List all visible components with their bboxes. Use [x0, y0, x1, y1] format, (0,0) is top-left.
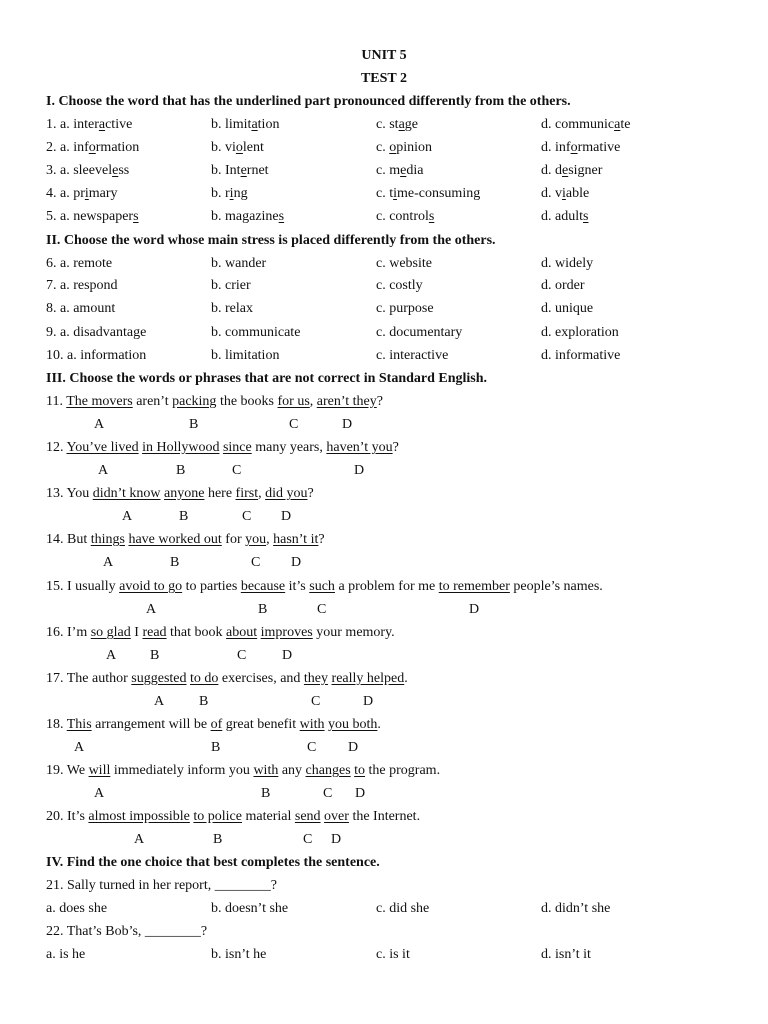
option-text: 3. a. sleevel [46, 163, 113, 178]
option-c [376, 208, 434, 225]
underlined-part: to [354, 763, 366, 778]
sentence-14 [46, 531, 325, 548]
option-a: 7. a. respond [46, 278, 118, 293]
sentence-text: 19. We [46, 763, 89, 778]
sentence-19 [46, 762, 440, 779]
underlined-sound: a [98, 117, 106, 132]
option-b: b. limitation [211, 348, 280, 363]
underlined-part: will [88, 763, 111, 778]
sentence-11 [46, 393, 383, 410]
answer-letter-d: D [282, 648, 293, 663]
underlined-part: to remember [438, 579, 510, 594]
underlined-sound: s [583, 209, 589, 224]
underlined-sound: i [393, 186, 397, 201]
underlined-sound: a [251, 117, 258, 132]
option-d [541, 185, 589, 202]
option-a: a. is he [46, 947, 86, 962]
sentence-text: 13. You [46, 486, 93, 501]
underlined-part: such [309, 579, 335, 594]
option-text: rmative [577, 140, 621, 155]
option-text: signer [568, 163, 603, 178]
option-b: b. isn’t he [211, 947, 267, 962]
underlined-part: you [245, 532, 267, 547]
underlined-sound: i [229, 186, 234, 201]
underlined-sound: o [389, 140, 397, 155]
option-text: ss [118, 163, 130, 178]
underlined-part: with [253, 763, 279, 778]
option-text: ge [404, 117, 418, 132]
sentence-text: 11. [46, 394, 67, 409]
underlined-part: because [240, 579, 286, 594]
option-c: c. is it [376, 947, 410, 962]
option-text: d. adult [541, 209, 583, 224]
answer-letter-d: D [348, 740, 359, 755]
underlined-sound: s [278, 209, 285, 224]
answer-letter-a: A [98, 463, 109, 478]
option-c: c. purpose [376, 301, 434, 316]
answer-letter-b: B [199, 694, 209, 709]
sentence-text: immediately inform you [110, 763, 254, 778]
option-text: rnet [246, 163, 269, 178]
answer-letter-b: B [211, 740, 221, 755]
option-c [376, 139, 432, 156]
answer-letter-c: C [289, 417, 299, 432]
option-text: c. [376, 140, 390, 155]
option-text: ng [233, 186, 248, 201]
underlined-part: avoid to go [119, 579, 183, 594]
answer-letter-d: D [291, 555, 302, 570]
option-d: d. unique [541, 301, 594, 316]
option-d: d. informative [541, 348, 621, 363]
underlined-part: changes [305, 763, 351, 778]
sentence-text: aren’t [132, 394, 173, 409]
option-b: b. wander [211, 256, 267, 271]
option-text: rmation [95, 140, 140, 155]
answer-letter-c: C [303, 832, 313, 847]
option-text: tion [257, 117, 280, 132]
underlined-sound: o [235, 140, 243, 155]
option-text: c. st [376, 117, 399, 132]
sentence-13 [46, 485, 314, 502]
sentence-text: material [242, 809, 295, 824]
sentence-text: it’s [285, 579, 310, 594]
answer-letter-c: C [307, 740, 317, 755]
unit-title: UNIT 5 [361, 48, 407, 63]
underlined-part: anyone [164, 486, 205, 501]
option-text: b. magazine [211, 209, 279, 224]
option-d: d. order [541, 278, 585, 293]
answer-letter-b: B [258, 602, 268, 617]
answer-letter-c: C [232, 463, 242, 478]
underlined-part: for us [277, 394, 310, 409]
option-text: lent [242, 140, 264, 155]
underlined-part: packing [172, 394, 217, 409]
answer-letter-a: A [74, 740, 85, 755]
sentence-text: your memory. [312, 625, 395, 640]
underlined-part: aren’t they [316, 394, 377, 409]
sentence-text: 17. The author [46, 671, 132, 686]
sentence-text: I [130, 625, 143, 640]
underlined-part: This [66, 717, 92, 732]
underlined-part: hasn’t it [273, 532, 319, 547]
question-22: 22. That’s Bob’s, ________? [46, 924, 208, 939]
underlined-part: about [226, 625, 258, 640]
underlined-part: of [210, 717, 223, 732]
underlined-part: things [90, 532, 125, 547]
answer-letter-c: C [251, 555, 261, 570]
option-b: b. crier [211, 278, 251, 293]
section-1-heading: I. Choose the word that has the underlined part pronounced differently from the others. [46, 94, 571, 109]
answer-letter-c: C [317, 602, 327, 617]
sentence-15 [46, 578, 603, 595]
underlined-part: really helped [331, 671, 405, 686]
option-c [376, 185, 480, 202]
sentence-text: . [377, 717, 381, 732]
option-a [46, 185, 118, 202]
option-c [376, 116, 418, 133]
option-a [46, 139, 139, 156]
option-b [211, 139, 264, 156]
sentence-17 [46, 670, 408, 687]
option-b: b. doesn’t she [211, 901, 289, 916]
option-text: d. v [541, 186, 562, 201]
answer-letter-d: D [355, 786, 366, 801]
sentence-text: 15. I usually [46, 579, 120, 594]
option-a [46, 116, 132, 133]
sentence-text: exercises, and [218, 671, 304, 686]
option-text: b. limit [211, 117, 252, 132]
option-c: c. costly [376, 278, 423, 293]
option-d [541, 139, 620, 156]
sentence-text: 18. [46, 717, 67, 732]
underlined-part: didn’t know [92, 486, 161, 501]
answer-letter-a: A [122, 509, 133, 524]
underlined-part: in Hollywood [142, 440, 220, 455]
underlined-part: first [235, 486, 259, 501]
option-b: b. communicate [211, 325, 301, 340]
option-text: 1. a. inter [46, 117, 99, 132]
option-text: te [620, 117, 631, 132]
sentence-text: arrangement will be [91, 717, 211, 732]
underlined-sound: i [562, 186, 566, 201]
option-text: able [565, 186, 590, 201]
answer-letter-a: A [106, 648, 117, 663]
answer-letter-a: A [94, 786, 105, 801]
sentence-text: the program. [365, 763, 441, 778]
sentence-text: 16. I’m [46, 625, 91, 640]
underlined-part: with [299, 717, 325, 732]
underlined-sound: o [570, 140, 578, 155]
answer-letter-a: A [103, 555, 114, 570]
sentence-20 [46, 808, 420, 825]
option-b [211, 116, 279, 133]
sentence-18 [46, 716, 381, 733]
option-c: c. interactive [376, 348, 449, 363]
sentence-text: , [309, 394, 317, 409]
underlined-part: did you [265, 486, 308, 501]
sentence-text: for [221, 532, 246, 547]
option-d [541, 162, 602, 179]
section-3-heading: III. Choose the words or phrases that are not correct in Standard English. [46, 371, 488, 386]
underlined-part: to police [193, 809, 242, 824]
answer-letter-d: D [469, 602, 480, 617]
underlined-part: over [324, 809, 349, 824]
answer-letter-c: C [311, 694, 321, 709]
option-b [211, 185, 248, 202]
option-b: b. relax [211, 301, 253, 316]
underlined-part: send [294, 809, 321, 824]
option-text: d. communic [541, 117, 615, 132]
sentence-text: people’s names. [509, 579, 603, 594]
underlined-part: have worked out [128, 532, 222, 547]
sentence-text: , [266, 532, 274, 547]
option-a [46, 208, 139, 225]
option-a: 9. a. disadvantage [46, 325, 147, 340]
underlined-part: You’ve lived [66, 440, 139, 455]
answer-letter-d: D [363, 694, 374, 709]
answer-letter-b: B [150, 648, 160, 663]
sentence-text: . [404, 671, 408, 686]
sentence-text: a problem for me [334, 579, 439, 594]
option-c: c. documentary [376, 325, 463, 340]
option-text: c. m [376, 163, 401, 178]
option-d: d. widely [541, 256, 594, 271]
sentence-text: the Internet. [348, 809, 421, 824]
underlined-sound: s [428, 209, 435, 224]
question-21: 21. Sally turned in her report, ________? [46, 878, 277, 893]
answer-letter-b: B [176, 463, 186, 478]
sentence-text: ? [318, 532, 325, 547]
sentence-text: here [204, 486, 236, 501]
underlined-sound: e [112, 163, 119, 178]
sentence-16 [46, 624, 395, 641]
underlined-part: to do [190, 671, 219, 686]
option-text: d. inf [541, 140, 571, 155]
underlined-sound: a [398, 117, 405, 132]
option-b [211, 208, 284, 225]
answer-letter-d: D [342, 417, 353, 432]
sentence-text: , [258, 486, 266, 501]
option-text: 2. a. inf [46, 140, 89, 155]
underlined-part: you both [328, 717, 378, 732]
underlined-sound: s [133, 209, 139, 224]
underlined-part: almost impossible [88, 809, 190, 824]
underlined-sound: e [400, 163, 407, 178]
option-text: ctive [105, 117, 133, 132]
sentence-text: to parties [182, 579, 241, 594]
answer-letter-a: A [146, 602, 157, 617]
sentence-text: many years, [251, 440, 327, 455]
answer-letter-a: A [94, 417, 105, 432]
option-d [541, 208, 588, 225]
option-b [211, 162, 269, 179]
option-a [46, 162, 129, 179]
option-a: 6. a. remote [46, 256, 113, 271]
option-text: c. t [376, 186, 394, 201]
underlined-part: haven’t you [326, 440, 393, 455]
option-text: b. vi [211, 140, 236, 155]
underlined-part: read [142, 625, 167, 640]
answer-letter-c: C [323, 786, 333, 801]
option-text: d. d [541, 163, 562, 178]
option-d: d. didn’t she [541, 901, 611, 916]
option-d: d. exploration [541, 325, 619, 340]
underlined-sound: o [88, 140, 96, 155]
sentence-text: ? [376, 394, 383, 409]
sentence-text: that book [166, 625, 227, 640]
answer-letter-a: A [134, 832, 145, 847]
underlined-part: they [303, 671, 329, 686]
option-text: c. control [376, 209, 429, 224]
section-2-heading: II. Choose the word whose main stress is placed differently from the others. [46, 233, 496, 248]
test-title: TEST 2 [360, 71, 408, 86]
option-text: dia [406, 163, 424, 178]
answer-letter-d: D [354, 463, 365, 478]
underlined-part: improves [260, 625, 313, 640]
answer-letter-b: B [213, 832, 223, 847]
answer-letter-d: D [281, 509, 292, 524]
option-text: b. r [211, 186, 230, 201]
underlined-part: The movers [66, 394, 133, 409]
sentence-text: the books [216, 394, 278, 409]
underlined-part: since [222, 440, 252, 455]
sentence-text: 12. [46, 440, 67, 455]
option-text: 5. a. newspaper [46, 209, 134, 224]
option-a: 8. a. amount [46, 301, 116, 316]
section-4-heading: IV. Find the one choice that best completes the sentence. [46, 855, 380, 870]
underlined-part: so glad [90, 625, 131, 640]
option-c: c. website [376, 256, 432, 271]
answer-letter-b: B [189, 417, 199, 432]
option-text: me-consuming [397, 186, 481, 201]
sentence-12 [46, 439, 399, 456]
sentence-text: any [278, 763, 306, 778]
option-d [541, 116, 630, 133]
sentence-text: great benefit [222, 717, 300, 732]
answer-letter-c: C [237, 648, 247, 663]
answer-letter-a: A [154, 694, 165, 709]
option-a: 10. a. information [46, 348, 147, 363]
answer-letter-b: B [261, 786, 271, 801]
option-c: c. did she [376, 901, 430, 916]
option-text: pinion [396, 140, 432, 155]
answer-letter-d: D [331, 832, 342, 847]
underlined-sound: e [562, 163, 569, 178]
option-text: b. Int [211, 163, 241, 178]
underlined-sound: i [84, 186, 89, 201]
sentence-text: ? [307, 486, 314, 501]
answer-letter-b: B [179, 509, 189, 524]
option-d: d. isn’t it [541, 947, 591, 962]
underlined-sound: e [240, 163, 247, 178]
sentence-text: ? [392, 440, 399, 455]
option-text: 4. a. pr [46, 186, 85, 201]
option-text: mary [88, 186, 118, 201]
sentence-text: 20. It’s [46, 809, 89, 824]
answer-letter-b: B [170, 555, 180, 570]
sentence-text: 14. But [46, 532, 91, 547]
answer-letter-c: C [242, 509, 252, 524]
underlined-part: suggested [131, 671, 187, 686]
underlined-sound: a [614, 117, 621, 132]
option-a: a. does she [46, 901, 108, 916]
option-c [376, 162, 423, 179]
